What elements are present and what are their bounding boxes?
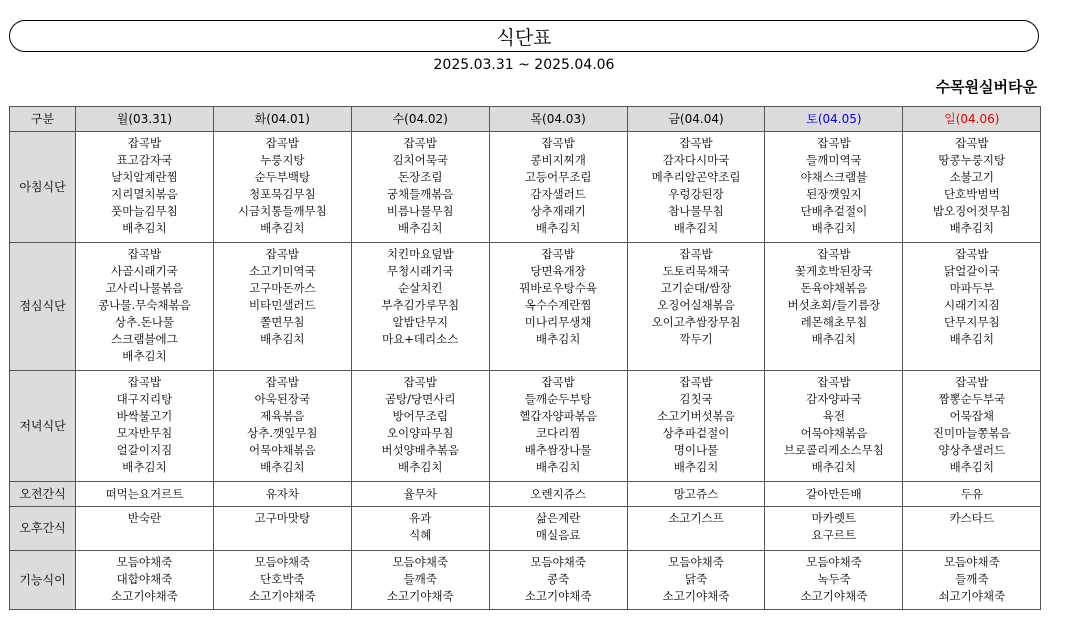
menu-item: 밥오징어젓무침 — [932, 204, 1011, 218]
meal-label: 점심식단 — [10, 243, 76, 371]
menu-item: 배추김치 — [398, 221, 443, 235]
menu-cell — [627, 243, 765, 371]
menu-item: 배추김치 — [811, 221, 857, 235]
menu-item: 소고기야채죽 — [662, 589, 730, 603]
menu-item: 배추김치 — [122, 349, 167, 363]
menu-item: 오징어실채볶음 — [657, 298, 735, 312]
menu-cell — [627, 371, 765, 482]
menu-cell — [765, 551, 903, 610]
menu-item: 얼갈이지짐 — [116, 443, 173, 457]
menu-item: 제육볶음 — [260, 409, 305, 423]
menu-item: 땅콩누룽지탕 — [938, 153, 1006, 167]
menu-item: 카스타드 — [949, 511, 994, 525]
menu-item: 고기순대/쌈장 — [660, 281, 732, 295]
menu-item: 꿔바로우탕수육 — [519, 281, 597, 295]
menu-item: 감자양파국 — [806, 392, 862, 406]
menu-item: 코다리찜 — [535, 426, 581, 440]
menu-cell — [76, 507, 214, 551]
menu-item: 모듬야채죽 — [530, 555, 586, 569]
menu-cell — [213, 243, 351, 371]
menu-item: 유자차 — [265, 486, 299, 501]
menu-item: 잡곡밥 — [817, 375, 851, 389]
menu-item: 삶은계란 — [535, 511, 581, 525]
menu-item: 알밥단무지 — [392, 315, 448, 329]
menu-item: 비타민샐러드 — [249, 298, 316, 312]
menu-item: 배추김치 — [260, 460, 305, 474]
menu-item: 명이나물 — [673, 443, 719, 457]
menu-item: 시래기지짐 — [944, 298, 1000, 312]
menu-item: 잡곡밥 — [403, 375, 437, 389]
menu-item: 소고기야채죽 — [386, 589, 454, 603]
menu-cell — [903, 551, 1041, 610]
header-row — [10, 107, 1041, 132]
menu-item: 시금치통들깨무침 — [237, 204, 327, 218]
menu-item: 궁채들깨볶음 — [386, 187, 454, 201]
menu-item: 떠먹는요거르트 — [105, 486, 184, 501]
menu-item: 잡곡밥 — [127, 247, 162, 261]
menu-cell — [627, 551, 765, 610]
menu-cell — [765, 243, 903, 371]
menu-item: 들깨순두부탕 — [524, 392, 592, 406]
menu-cell — [351, 243, 489, 371]
menu-item: 배추김치 — [949, 332, 994, 346]
menu-cell — [76, 371, 214, 482]
menu-item: 오렌지쥬스 — [530, 486, 586, 501]
menu-cell — [213, 371, 351, 482]
menu-item: 치킨마요덮밥 — [386, 247, 454, 261]
menu-cell — [489, 551, 627, 610]
menu-item: 단호박죽 — [260, 572, 305, 586]
menu-item: 고구마돈까스 — [249, 281, 316, 295]
meal-label: 저녁식단 — [10, 371, 76, 482]
menu-item: 양상추샐러드 — [938, 443, 1006, 457]
menu-item: 돈육야채볶음 — [800, 281, 868, 295]
menu-item: 잡곡밥 — [265, 136, 299, 150]
menu-item: 들깨미역국 — [806, 153, 862, 167]
menu-item: 진미마늘쫑볶음 — [932, 426, 1011, 440]
menu-item: 당면육개장 — [530, 264, 586, 278]
weekly-menu-table — [9, 106, 1041, 610]
menu-item: 배추김치 — [122, 460, 167, 474]
menu-item: 갈아만든배 — [806, 486, 862, 501]
menu-item: 모듬야채죽 — [944, 555, 1000, 569]
menu-item: 날치알계란찜 — [111, 170, 178, 184]
menu-cell — [903, 507, 1041, 551]
menu-item: 메추리알곤약조림 — [651, 170, 741, 184]
menu-cell — [627, 507, 765, 551]
menu-item: 소고기야채죽 — [800, 589, 868, 603]
menu-item: 무청시래기국 — [386, 264, 454, 278]
menu-item: 배추김치 — [122, 221, 167, 235]
menu-item: 콩비지찌개 — [530, 153, 586, 167]
menu-cell — [213, 132, 351, 243]
menu-item: 율무차 — [403, 486, 437, 501]
meal-row — [10, 551, 1041, 610]
menu-item: 참나물무침 — [668, 204, 724, 218]
menu-item: 배추김치 — [535, 460, 581, 474]
meal-row — [10, 243, 1041, 371]
menu-item: 버섯초회/들기름장 — [787, 298, 881, 312]
menu-item: 표고감자국 — [116, 153, 173, 167]
menu-item: 모듬야채죽 — [392, 555, 448, 569]
menu-item: 잡곡밥 — [127, 136, 162, 150]
meal-row — [10, 507, 1041, 551]
menu-item: 매실음료 — [535, 528, 581, 542]
meal-label: 아침식단 — [10, 132, 76, 243]
menu-cell — [489, 132, 627, 243]
menu-item: 망고쥬스 — [673, 486, 719, 501]
menu-item: 레몬해초무침 — [800, 315, 868, 329]
menu-item: 쫄면무침 — [260, 315, 305, 329]
menu-item: 잡곡밥 — [541, 247, 575, 261]
menu-item: 소고기스프 — [668, 511, 724, 525]
menu-item: 감자다시마국 — [662, 153, 730, 167]
menu-title-banner — [9, 20, 1039, 52]
menu-item: 어묵야채볶음 — [800, 426, 868, 440]
menu-item: 대구지리탕 — [116, 392, 173, 406]
menu-cell — [351, 371, 489, 482]
menu-item: 식혜 — [409, 528, 432, 542]
menu-item: 버섯양배추볶음 — [381, 443, 460, 457]
day-header-1: 화(04.01) — [213, 107, 351, 132]
meal-label: 기능식이 — [10, 551, 76, 610]
day-header-0: 월(03.31) — [76, 107, 214, 132]
menu-item: 미나리무생채 — [524, 315, 592, 329]
menu-item: 배추쌈장나물 — [524, 443, 592, 457]
menu-item: 잡곡밥 — [955, 136, 989, 150]
menu-item: 모듬야채죽 — [116, 555, 173, 569]
menu-item: 상추.깻잎무침 — [247, 426, 318, 440]
menu-item: 잡곡밥 — [541, 136, 575, 150]
menu-item: 풋마늘김무침 — [111, 204, 178, 218]
day-header-6: 일(04.06) — [903, 107, 1041, 132]
menu-item: 방어무조림 — [392, 409, 448, 423]
menu-cell — [903, 243, 1041, 371]
menu-item: 소고기야채죽 — [249, 589, 316, 603]
menu-item: 들깨죽 — [403, 572, 437, 586]
meal-label: 오후간식 — [10, 507, 76, 551]
menu-item: 잡곡밥 — [679, 136, 713, 150]
menu-item: 오이고추쌈장무침 — [651, 315, 741, 329]
menu-cell — [213, 551, 351, 610]
menu-item: 잡곡밥 — [265, 247, 299, 261]
facility-name: 수목원실버타운 — [935, 78, 1037, 96]
menu-item: 소고기야채죽 — [111, 589, 178, 603]
day-header-3: 목(04.03) — [489, 107, 627, 132]
menu-cell — [351, 507, 489, 551]
menu-item: 순살치킨 — [398, 281, 443, 295]
menu-item: 누룽지탕 — [260, 153, 305, 167]
menu-item: 곰탕/당면사리 — [384, 392, 456, 406]
meal-row — [10, 132, 1041, 243]
menu-item: 배추김치 — [260, 221, 305, 235]
menu-item: 배추김치 — [535, 221, 581, 235]
menu-item: 유과 — [409, 511, 432, 525]
menu-cell — [903, 371, 1041, 482]
menu-item: 잡곡밥 — [955, 247, 989, 261]
menu-item: 잡곡밥 — [265, 375, 299, 389]
menu-item: 단무지무침 — [944, 315, 1000, 329]
menu-item: 쇠고기야채죽 — [938, 589, 1006, 603]
menu-cell — [76, 482, 214, 507]
menu-item: 상추재래기 — [530, 204, 586, 218]
menu-item: 짬뽕순두부국 — [938, 392, 1006, 406]
menu-cell — [76, 551, 214, 610]
menu-item: 마파두부 — [949, 281, 994, 295]
menu-cell — [765, 132, 903, 243]
menu-item: 사골시래기국 — [111, 264, 178, 278]
menu-item: 대합야채죽 — [116, 572, 173, 586]
menu-cell — [351, 551, 489, 610]
menu-item: 닭죽 — [684, 572, 708, 586]
menu-item: 꽃게호박된장국 — [795, 264, 873, 278]
menu-item: 잡곡밥 — [817, 247, 851, 261]
menu-item: 육전 — [822, 409, 845, 423]
menu-item: 배추김치 — [535, 332, 581, 346]
menu-item: 야채스크램블 — [800, 170, 868, 184]
date-range: 2025.03.31 ~ 2025.04.06 — [433, 57, 615, 73]
menu-item: 도토리묵채국 — [662, 264, 730, 278]
menu-cell — [489, 482, 627, 507]
menu-item: 헬갑자양파볶음 — [519, 409, 597, 423]
menu-item: 김치어묵국 — [392, 153, 448, 167]
menu-item: 모듬야채죽 — [254, 555, 311, 569]
menu-item: 감자샐러드 — [530, 187, 586, 201]
menu-item: 녹두죽 — [817, 572, 851, 586]
menu-item: 순두부백탕 — [254, 170, 311, 184]
menu-item: 비름나물무침 — [386, 204, 454, 218]
menu-item: 마카렛트 — [811, 511, 857, 525]
menu-item: 상추파겉절이 — [662, 426, 730, 440]
menu-item: 모자반무침 — [116, 426, 173, 440]
menu-item: 두유 — [960, 486, 983, 501]
menu-item: 깍두기 — [679, 332, 713, 346]
menu-item: 들깨죽 — [955, 572, 989, 586]
menu-item: 스크램블에그 — [111, 332, 178, 346]
menu-item: 배추김치 — [673, 221, 719, 235]
menu-item: 단배추겉절이 — [800, 204, 868, 218]
menu-item: 잡곡밥 — [127, 375, 162, 389]
menu-item: 소고기버섯볶음 — [657, 409, 735, 423]
menu-item: 콩죽 — [547, 572, 570, 586]
menu-item: 잡곡밥 — [955, 375, 989, 389]
menu-cell — [765, 371, 903, 482]
menu-cell — [489, 371, 627, 482]
menu-item: 바싹불고기 — [116, 409, 173, 423]
menu-item: 지리멸치볶음 — [111, 187, 178, 201]
menu-item: 어묵잡채 — [949, 409, 994, 423]
menu-item: 김칫국 — [679, 392, 713, 406]
menu-item: 돈장조림 — [398, 170, 443, 184]
menu-item: 잡곡밥 — [541, 375, 575, 389]
menu-item: 배추김치 — [811, 460, 857, 474]
page-title: 식단표 — [496, 26, 552, 49]
menu-item: 닭얼갈이국 — [944, 264, 1000, 278]
menu-cell — [489, 243, 627, 371]
menu-cell — [489, 507, 627, 551]
menu-item: 배추김치 — [949, 221, 994, 235]
menu-item: 아욱된장국 — [254, 392, 311, 406]
menu-cell — [351, 482, 489, 507]
menu-cell — [765, 507, 903, 551]
day-header-4: 금(04.04) — [627, 107, 765, 132]
menu-item: 잡곡밥 — [679, 375, 713, 389]
menu-item: 배추김치 — [260, 332, 305, 346]
menu-item: 어묵야채볶음 — [249, 443, 316, 457]
menu-cell — [765, 482, 903, 507]
meal-row — [10, 371, 1041, 482]
menu-cell — [213, 507, 351, 551]
menu-item: 배추김치 — [949, 460, 994, 474]
menu-cell — [213, 482, 351, 507]
menu-item: 상추.돈나물 — [114, 315, 175, 329]
menu-cell — [627, 482, 765, 507]
menu-item: 우렁강된장 — [668, 187, 724, 201]
menu-cell — [903, 482, 1041, 507]
menu-item: 배추김치 — [398, 460, 443, 474]
menu-item: 배추김치 — [811, 332, 857, 346]
menu-item: 소고기미역국 — [249, 264, 316, 278]
menu-item: 잡곡밥 — [403, 136, 437, 150]
meal-label: 오전간식 — [10, 482, 76, 507]
menu-item: 소불고기 — [949, 170, 994, 184]
menu-item: 콩나물.무숙채볶음 — [98, 298, 191, 312]
menu-item: 부추김가루무침 — [381, 298, 460, 312]
menu-cell — [903, 132, 1041, 243]
day-header-5: 토(04.05) — [765, 107, 903, 132]
menu-item: 된장깻잎지 — [806, 187, 862, 201]
menu-cell — [351, 132, 489, 243]
corner-label: 구분 — [10, 107, 76, 132]
menu-item: 고사리나물볶음 — [105, 281, 184, 295]
menu-item: 고등어무조림 — [524, 170, 592, 184]
menu-item: 단호박범벅 — [944, 187, 1000, 201]
menu-item: 모듬야채죽 — [668, 555, 724, 569]
day-header-2: 수(04.02) — [351, 107, 489, 132]
menu-item: 청포묵김무침 — [249, 187, 316, 201]
meal-row — [10, 482, 1041, 507]
menu-item: 브로콜리케소스무침 — [783, 443, 884, 457]
menu-cell — [627, 132, 765, 243]
menu-item: 배추김치 — [673, 460, 719, 474]
menu-cell — [76, 132, 214, 243]
menu-item: 옥수수계란찜 — [524, 298, 592, 312]
menu-item: 소고기야채죽 — [524, 589, 592, 603]
menu-item: 반숙란 — [127, 511, 162, 525]
menu-item: 오이양파무침 — [386, 426, 454, 440]
menu-item: 모듬야채죽 — [806, 555, 862, 569]
menu-item: 고구마맛탕 — [254, 511, 311, 525]
menu-item: 마요+데리소스 — [382, 332, 459, 346]
menu-cell — [76, 243, 214, 371]
menu-item: 잡곡밥 — [817, 136, 851, 150]
menu-item: 요구르트 — [811, 528, 857, 542]
menu-item: 잡곡밥 — [679, 247, 713, 261]
